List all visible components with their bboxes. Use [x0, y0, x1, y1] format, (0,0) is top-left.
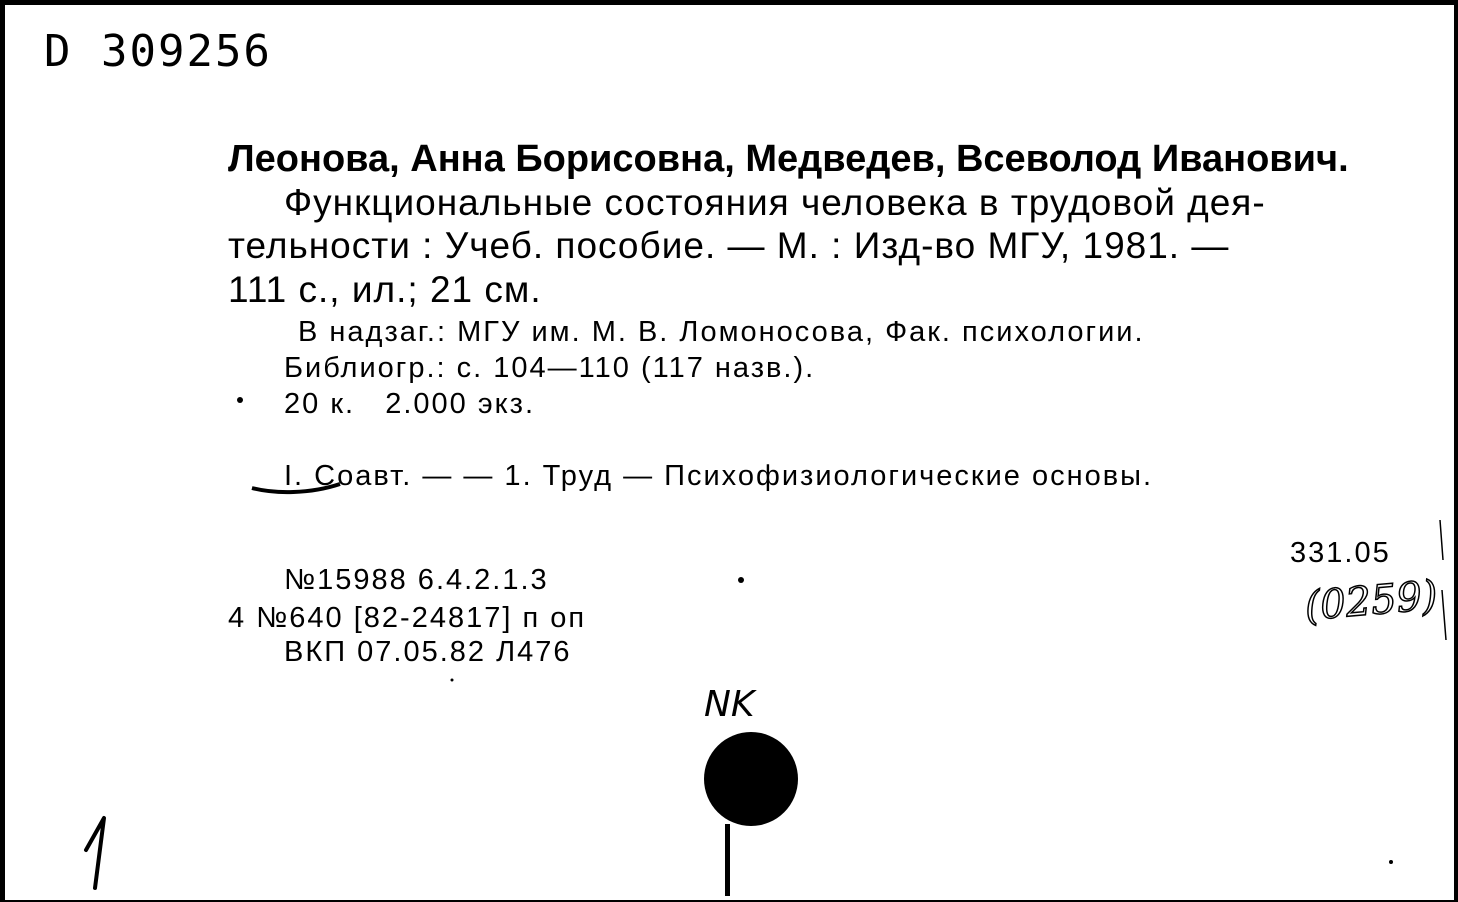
note-line-2: Библиогр.: с. 104—110 (117 назв.). — [284, 352, 816, 384]
control-line-2: 4 №640 [82-24817] п оп — [228, 602, 587, 634]
authors-heading: Леонова, Анна Борисовна, Медведев, Всеволод Иванович. — [228, 138, 1349, 180]
title-line-1: Функциональные состояния человека в трудовой дея- — [284, 182, 1266, 223]
card-rod-slot — [725, 824, 730, 896]
card-rod-hole — [704, 732, 798, 826]
handwritten-initials: NK — [704, 684, 755, 725]
handwritten-code: (0259) — [1302, 572, 1440, 630]
tracings-line: I. Соавт. — — 1. Труд — Психофизиологические основы. — [284, 460, 1154, 492]
speck — [451, 679, 454, 682]
title-line-3: 111 с., ил.; 21 см. — [228, 269, 542, 310]
speck — [738, 577, 744, 583]
control-line-1: №15988 6.4.2.1.3 — [284, 564, 549, 596]
title-line-2: тельности : Учеб. пособие. — М. : Изд-во МГУ, 1981. — — [228, 225, 1230, 266]
tracings-underline — [252, 484, 340, 492]
bullet-dot — [237, 397, 243, 403]
card-number: D 309256 — [44, 26, 272, 77]
classification-number: 331.05 — [1290, 537, 1391, 569]
right-edge-scribble — [1440, 520, 1446, 640]
control-line-3: ВКП 07.05.82 Л476 — [284, 636, 572, 668]
speck — [1389, 860, 1393, 864]
note-line-3: 20 к. 2.000 экз. — [284, 388, 536, 420]
note-line-1: В надзаг.: МГУ им. М. В. Ломоносова, Фак. психологии. — [298, 316, 1145, 348]
